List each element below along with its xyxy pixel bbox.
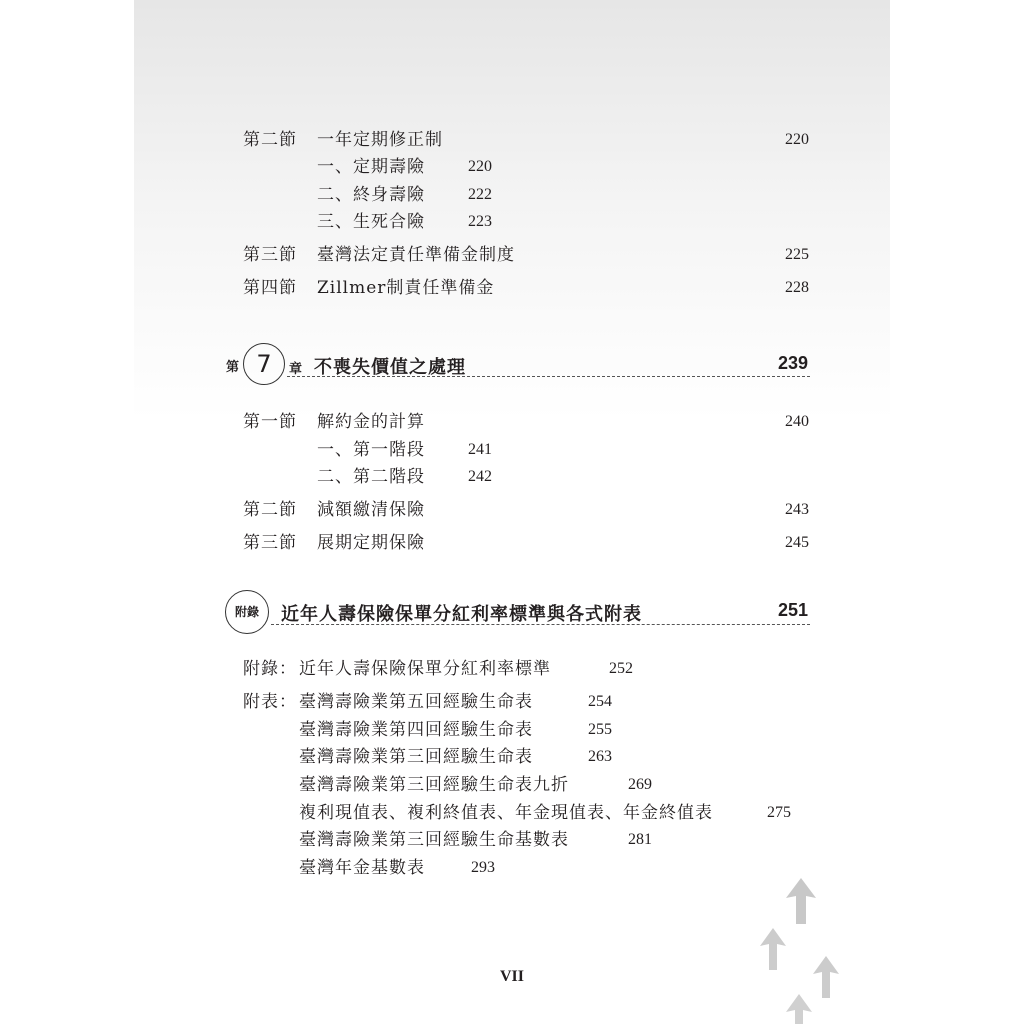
section-label: 第一節 xyxy=(243,412,297,432)
table-page: 255 xyxy=(588,721,612,738)
section-page: 220 xyxy=(785,131,809,148)
chapter-suffix: 章 xyxy=(289,362,303,377)
item-page: 223 xyxy=(468,213,492,230)
item-page: 242 xyxy=(468,468,492,485)
section-label: 第二節 xyxy=(243,500,297,520)
section-title: 一年定期修正制 xyxy=(317,130,443,150)
table-title: 複利現值表、複利終值表、年金現值表、年金終值表 xyxy=(299,803,713,823)
section-label: 第四節 xyxy=(243,278,297,298)
appendix-badge: 附錄 xyxy=(234,605,259,619)
table-title: 臺灣壽險業第五回經驗生命表 xyxy=(299,692,533,712)
section-title: 減額繳清保險 xyxy=(317,500,425,520)
up-arrow-icon xyxy=(786,994,812,1024)
item-title: 一、第一階段 xyxy=(317,440,425,460)
section-page: 228 xyxy=(785,279,809,296)
tables-label: 附表： xyxy=(243,692,297,712)
section-title: 展期定期保險 xyxy=(317,533,425,553)
item-page: 241 xyxy=(468,441,492,458)
chapter-page: 239 xyxy=(778,353,809,373)
table-page: 263 xyxy=(588,748,612,765)
item-title: 一、定期壽險 xyxy=(317,157,425,177)
item-page: 222 xyxy=(468,186,492,203)
table-title: 臺灣年金基數表 xyxy=(299,858,425,878)
table-page: 254 xyxy=(588,693,612,710)
section-label: 第二節 xyxy=(243,130,297,150)
page-number: VII xyxy=(499,968,524,985)
table-page: 275 xyxy=(767,804,791,821)
item-title: 三、生死合險 xyxy=(317,212,425,232)
table-page: 281 xyxy=(628,831,652,848)
appendix-dashed-rule xyxy=(271,624,810,625)
table-page: 269 xyxy=(628,776,652,793)
section-title: Zillmer制責任準備金 xyxy=(317,278,495,298)
appendix-page: 251 xyxy=(778,600,809,620)
table-title: 臺灣壽險業第三回經驗生命基數表 xyxy=(299,830,569,850)
section-label: 第三節 xyxy=(243,245,297,265)
up-arrow-icon xyxy=(760,928,786,970)
appendix-entry-page: 252 xyxy=(609,660,633,677)
chapter-number: 7 xyxy=(256,350,272,378)
table-title: 臺灣壽險業第三回經驗生命表九折 xyxy=(299,775,569,795)
table-title: 臺灣壽險業第四回經驗生命表 xyxy=(299,720,533,740)
item-page: 220 xyxy=(468,158,492,175)
item-title: 二、終身壽險 xyxy=(317,185,425,205)
section-page: 243 xyxy=(785,501,809,518)
item-title: 二、第二階段 xyxy=(317,467,425,487)
section-title: 臺灣法定責任準備金制度 xyxy=(317,245,515,265)
section-page: 225 xyxy=(785,246,809,263)
chapter-title: 不喪失價值之處理 xyxy=(314,357,466,378)
appendix-entry-label: 附錄： xyxy=(243,659,297,679)
appendix-title: 近年人壽保險保單分紅利率標準與各式附表 xyxy=(281,604,642,625)
table-page: 293 xyxy=(471,859,495,876)
section-label: 第三節 xyxy=(243,533,297,553)
section-page: 245 xyxy=(785,534,809,551)
table-title: 臺灣壽險業第三回經驗生命表 xyxy=(299,747,533,767)
section-page: 240 xyxy=(785,413,809,430)
chapter-dashed-rule xyxy=(287,376,810,377)
section-title: 解約金的計算 xyxy=(317,412,425,432)
appendix-entry-title: 近年人壽保險保單分紅利率標準 xyxy=(299,659,551,679)
chapter-prefix: 第 xyxy=(226,360,240,375)
up-arrow-icon xyxy=(786,878,816,924)
